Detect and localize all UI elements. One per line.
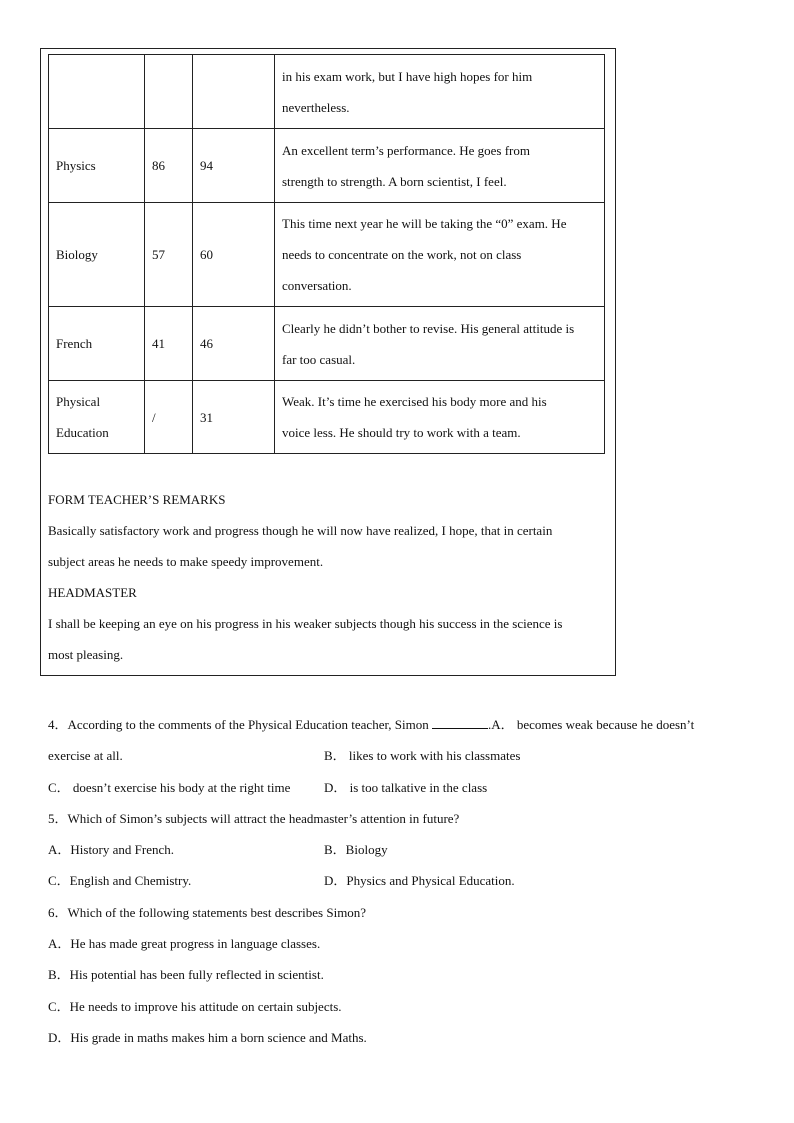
subject-cell: Physics — [49, 129, 145, 203]
remark-line: This time next year he will be taking the “0” exam. He — [282, 216, 567, 231]
remarks-cell — [275, 203, 605, 307]
remark-line: Clearly he didn’t bother to revise. His general attitude is — [282, 320, 575, 336]
score-cell — [145, 55, 193, 129]
remark-line: in his exam work, but I have high hopes for him — [282, 68, 533, 84]
form-teacher-heading: FORM TEACHER’S REMARKS — [48, 492, 226, 507]
score-cell: 86 — [145, 129, 193, 203]
remark-line: voice less. He should try to work with a team. — [282, 425, 521, 440]
option-c: C．He needs to improve his attitude on certain subjects. — [48, 998, 342, 1014]
question-5-options-row — [48, 834, 768, 865]
table-row — [49, 307, 605, 381]
remarks-cell — [275, 307, 605, 381]
question-6-stem: 6．Which of the following statements best describes Simon? — [48, 904, 367, 920]
option-b: B．His potential has been fully reflected in scientist. — [48, 967, 324, 983]
remarks-cell — [275, 129, 605, 203]
headmaster-text: most pleasing. — [48, 647, 124, 662]
subject-line: Physical — [56, 394, 101, 409]
subject-cell — [49, 381, 145, 454]
score-cell: / — [145, 381, 193, 454]
question-stem-text: 4．According to the comments of the Physical Education teacher, Simon — [48, 717, 432, 732]
option-a: A．He has made great progress in language classes. — [48, 936, 321, 952]
form-teacher-text: subject areas he needs to make speedy improvement. — [48, 554, 324, 569]
subject-cell: French — [49, 307, 145, 381]
form-teacher-text: Basically satisfactory work and progress though he will now have realized, I hope, that in certain — [48, 523, 553, 538]
option-b: B．Biology — [324, 842, 388, 858]
questions-section — [48, 709, 768, 1053]
headmaster-text: I shall be keeping an eye on his progress in his weaker subjects though his success in the science is — [48, 616, 563, 631]
score-cell: 46 — [193, 307, 275, 381]
grades-table — [48, 54, 605, 454]
remark-line: far too casual. — [282, 351, 356, 367]
remark-line: conversation. — [282, 278, 352, 293]
remarks-cell — [275, 55, 605, 129]
table-row — [49, 381, 605, 454]
option-d: D．Physics and Physical Education. — [324, 873, 515, 889]
question-5-options-row — [48, 865, 768, 896]
score-cell: 31 — [193, 381, 275, 454]
option-c: C．English and Chemistry. — [48, 873, 192, 889]
remark-line: An excellent term’s performance. He goes from — [282, 142, 530, 158]
option-a: A．History and French. — [48, 842, 175, 858]
option-d: D．His grade in maths makes him a born science and Maths. — [48, 1029, 367, 1045]
remark-line: nevertheless. — [282, 99, 350, 115]
question-4-stem — [48, 709, 768, 740]
headmaster-heading: HEADMASTER — [48, 585, 137, 600]
option-text: exercise at all. — [48, 748, 123, 764]
remark-line: Weak. It’s time he exercised his body more and his — [282, 394, 547, 409]
remark-line: needs to concentrate on the work, not on class — [282, 247, 522, 262]
score-cell: 94 — [193, 129, 275, 203]
option-b: B． likes to work with his classmates — [324, 748, 521, 764]
subject-line: Education — [56, 425, 109, 440]
score-cell — [193, 55, 275, 129]
remark-line: strength to strength. A born scientist, I feel. — [282, 173, 507, 189]
subject-cell: Biology — [49, 203, 145, 307]
question-stem-text: .A． becomes weak because he doesn’t — [487, 717, 695, 732]
subject-cell — [49, 55, 145, 129]
score-cell: 57 — [145, 203, 193, 307]
remarks-cell — [275, 381, 605, 454]
remarks-section — [48, 484, 613, 670]
question-4-options-row — [48, 772, 768, 803]
score-cell: 41 — [145, 307, 193, 381]
answer-blank — [432, 714, 488, 729]
option-c: C． doesn’t exercise his body at the right time — [48, 779, 291, 795]
score-cell: 60 — [193, 203, 275, 307]
option-d: D． is too talkative in the class — [324, 779, 488, 795]
table-row — [49, 55, 605, 129]
question-5-stem: 5．Which of Simon’s subjects will attract the headmaster’s attention in future? — [48, 810, 460, 826]
table-row — [49, 129, 605, 203]
question-4-options-row — [48, 740, 768, 771]
table-row — [49, 203, 605, 307]
